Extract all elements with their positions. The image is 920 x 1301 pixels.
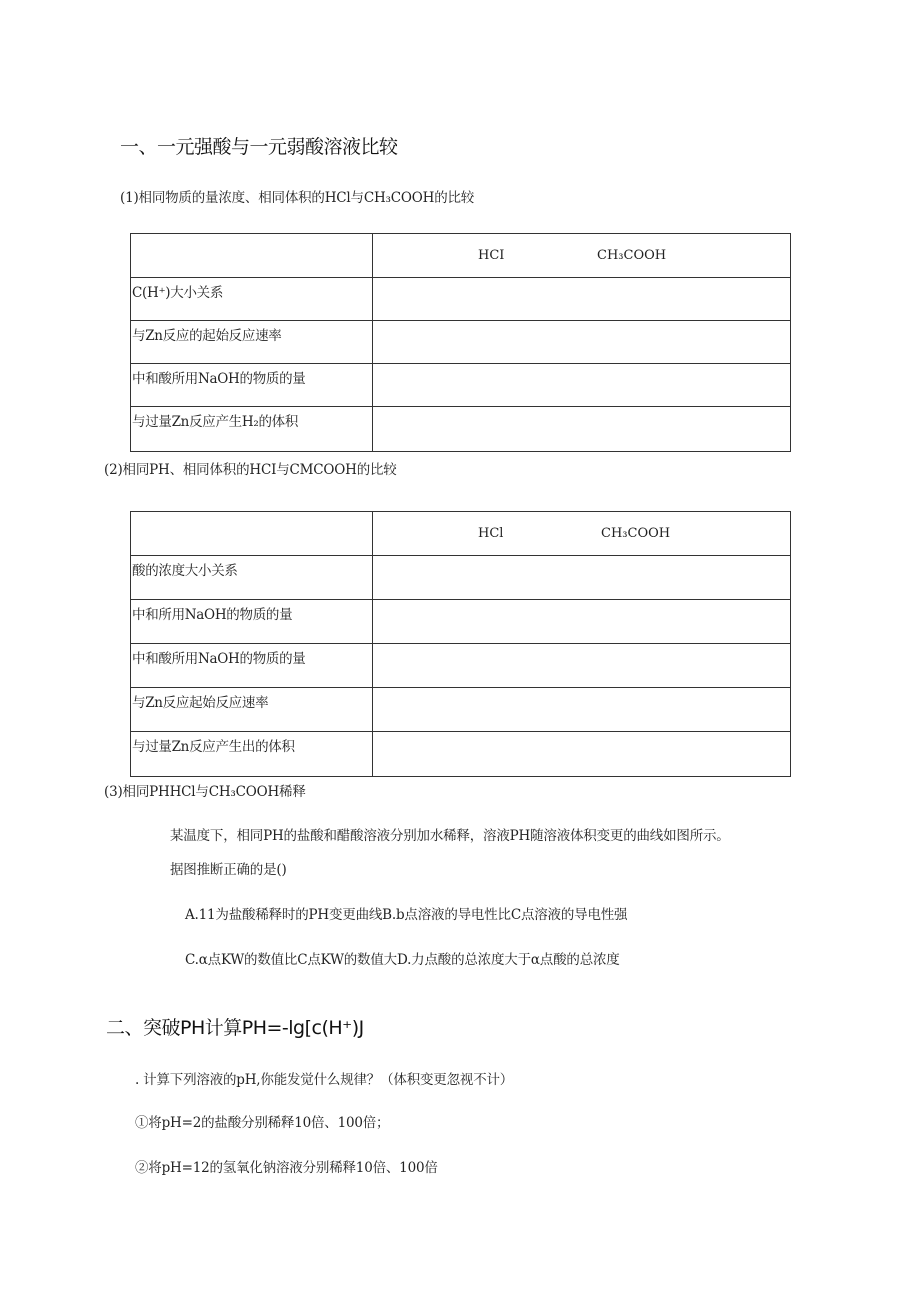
row-label: 与过量Zn反应产生出的体积: [131, 732, 373, 777]
table-row: [131, 364, 791, 407]
row-label: 与Zn反应起始反应速率: [131, 688, 373, 732]
exercise-item-2: ②将pH=12的氢氧化钠溶液分别稀释10倍、100倍: [135, 1160, 438, 1176]
column-hcl: HCl: [478, 526, 504, 541]
section2-intro: . 计算下列溶液的pH,你能发觉什么规律？（体积变更忽视不计）: [135, 1072, 514, 1088]
row-value[interactable]: [373, 600, 791, 644]
answer-options-ab: A.11为盐酸稀释时的PH变更曲线B.b点溶液的导电性比C点溶液的导电性强: [185, 907, 628, 923]
table-row: [131, 556, 791, 600]
section-title-2: 二、突破PH计算PH=-lg[c(H⁺)J: [106, 1017, 364, 1039]
row-value[interactable]: [373, 407, 791, 452]
table-row: [131, 732, 791, 777]
header-empty-cell: [131, 512, 373, 556]
row-value[interactable]: [373, 556, 791, 600]
part3-heading: (3)相同PHHCl与CH₃COOH稀释: [104, 784, 306, 800]
answer-options-cd: C.α点KW的数值比C点KW的数值大D.力点酸的总浓度大于α点酸的总浓度: [185, 952, 620, 968]
column-ch3cooh: CH₃COOH: [597, 248, 667, 263]
exercise-item-1: ①将pH=2的盐酸分别稀释10倍、100倍；: [135, 1115, 390, 1131]
row-value[interactable]: [373, 644, 791, 688]
comparison-table-1: [130, 233, 791, 452]
comparison-table-2: [130, 511, 791, 777]
row-value[interactable]: [373, 321, 791, 364]
header-empty-cell: [131, 234, 373, 278]
table-header-row: [131, 512, 791, 556]
row-value[interactable]: [373, 364, 791, 407]
table-row: [131, 278, 791, 321]
row-label: 与Zn反应的起始反应速率: [131, 321, 373, 364]
row-label: 与过量Zn反应产生H₂的体积: [131, 407, 373, 452]
header-cell: [373, 512, 791, 556]
table-row: [131, 321, 791, 364]
header-cell: [373, 234, 791, 278]
question-text-line1: 某温度下，相同PH的盐酸和醋酸溶液分别加水稀释，溶液PH随溶液体积变更的曲线如图所示。: [170, 828, 730, 844]
row-value[interactable]: [373, 278, 791, 321]
column-ch3cooh: CH₃COOH: [601, 526, 671, 541]
question-text-line2: 据图推断正确的是(): [170, 862, 287, 878]
row-label: 中和所用NaOH的物质的量: [131, 600, 373, 644]
column-hcl: HCI: [478, 248, 505, 263]
table-row: [131, 644, 791, 688]
table-row: [131, 600, 791, 644]
row-label: 酸的浓度大小关系: [131, 556, 373, 600]
table-header-row: [131, 234, 791, 278]
row-value[interactable]: [373, 732, 791, 777]
table-row: [131, 407, 791, 452]
section-title-1: 一、一元强酸与一元弱酸溶液比较: [120, 136, 398, 158]
row-label: 中和酸所用NaOH的物质的量: [131, 364, 373, 407]
table-row: [131, 688, 791, 732]
part1-heading: (1)相同物质的量浓度、相同体积的HCl与CH₃COOH的比较: [120, 190, 475, 206]
part2-heading: (2)相同PH、相同体积的HCI与CMCOOH的比较: [104, 462, 397, 478]
row-label: C(H⁺)大小关系: [131, 278, 373, 321]
row-label: 中和酸所用NaOH的物质的量: [131, 644, 373, 688]
row-value[interactable]: [373, 688, 791, 732]
